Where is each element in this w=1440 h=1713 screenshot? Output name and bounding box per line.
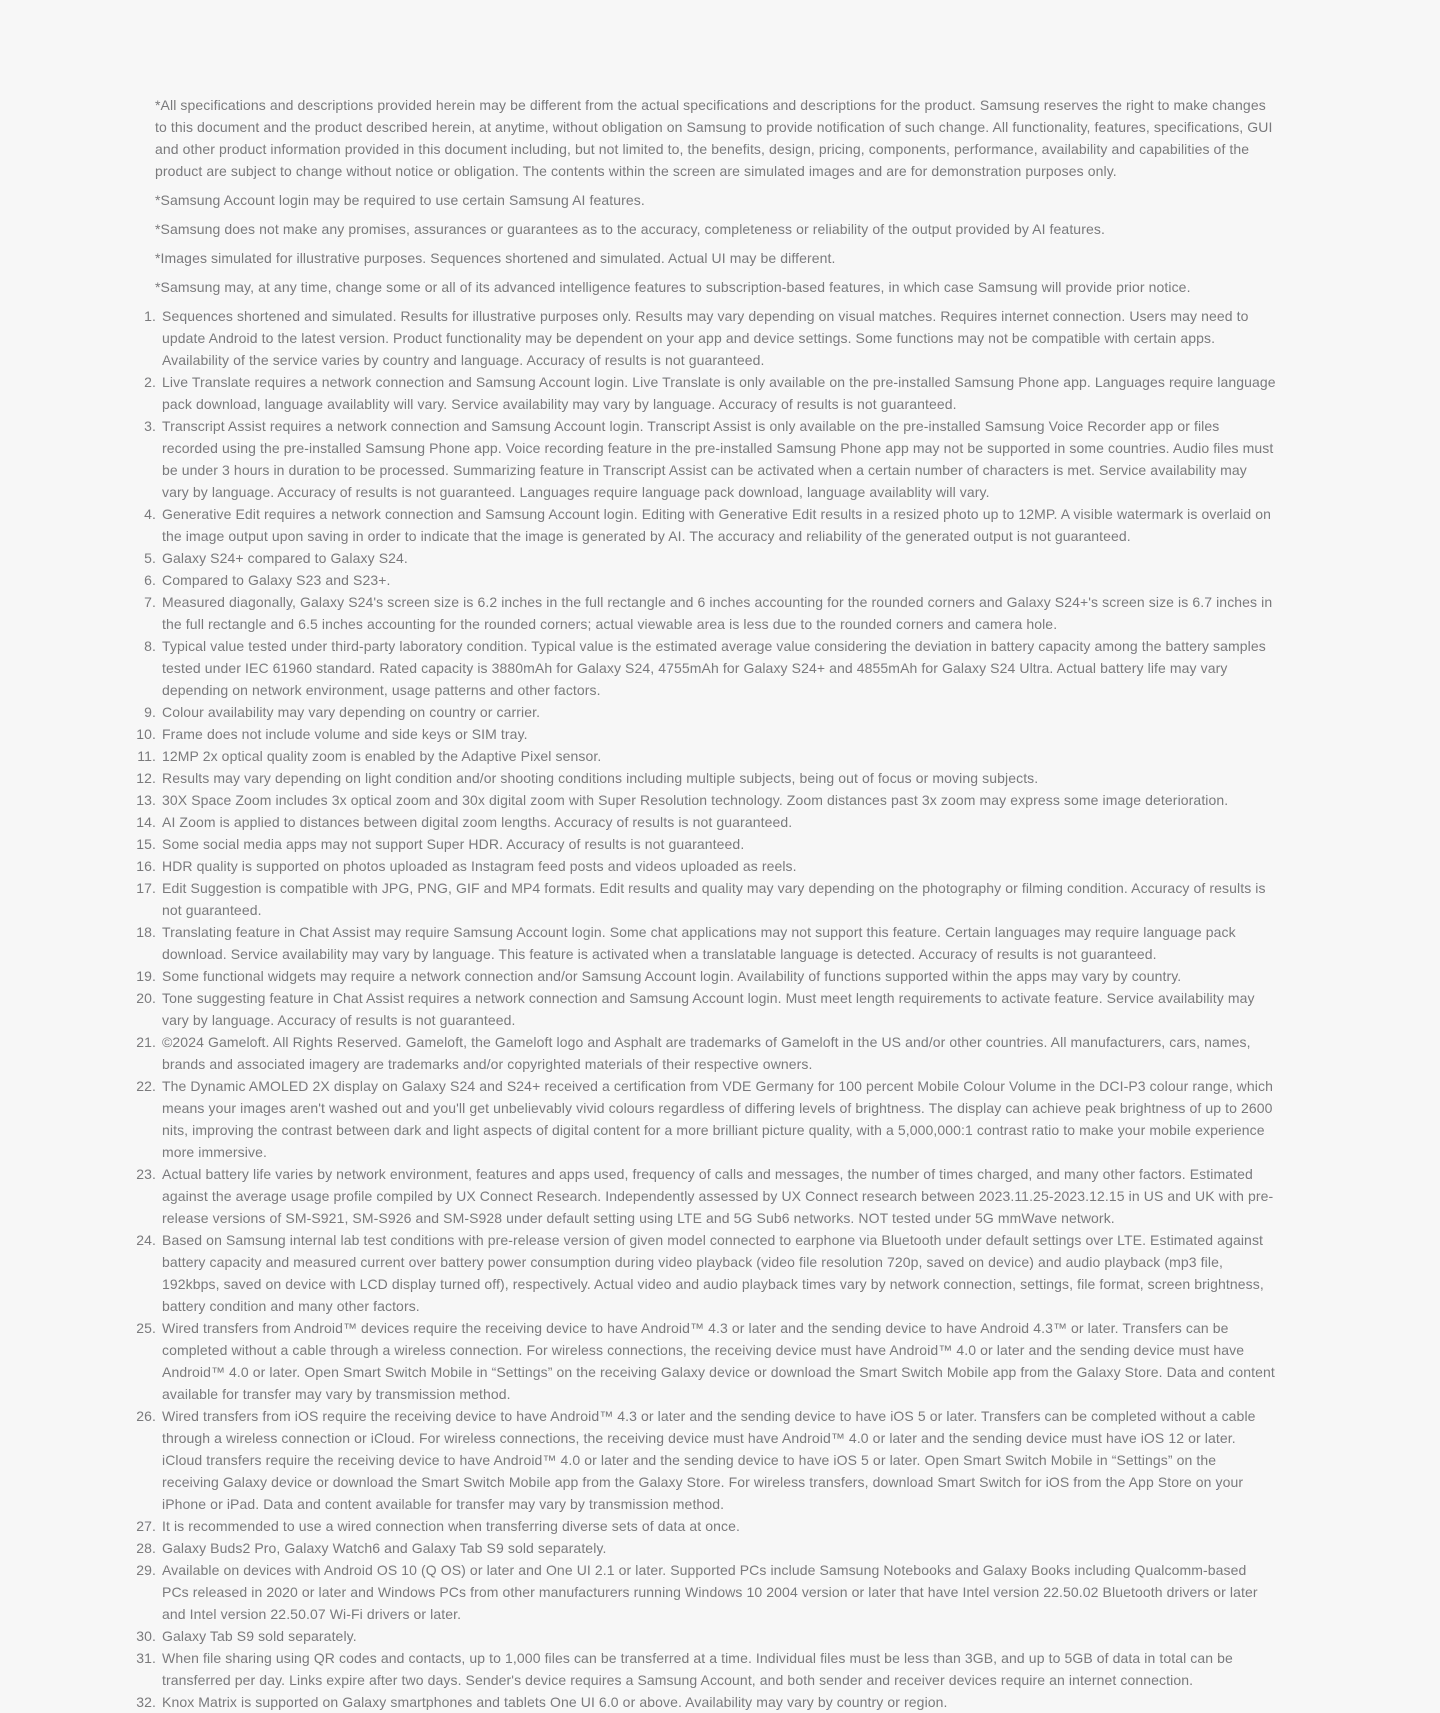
footnote-text: Transcript Assist requires a network connection and Samsung Account login. Transcript Assist is only available on the pre-installed Samsung Voice Recorder app or files recorded using the pre-installed Samsung Phone app. Voice recording feature in the pre-installed Samsung Phone app may not be supported in some countries. Audio files must be under 3 hours in duration to be processed. Summarizing feature in Transcript Assist can be activated when a certain number of characters is met. Service availability may vary by language. Accuracy of results is not guaranteed. Languages require language pack download, language availablity will vary. [162,418,1274,500]
footnote-text: Tone suggesting feature in Chat Assist requires a network connection and Samsung Account login. Must meet length requirements to activate feature. Service availability may vary by language. Accuracy of results is not guaranteed. [162,990,1255,1028]
disclaimer-paragraph: *Samsung may, at any time, change some or all of its advanced intelligence features to subscription-based features, in which case Samsung will provide prior notice. [155,279,1191,295]
footnote-item [130,305,1277,371]
footnote-text: When file sharing using QR codes and contacts, up to 1,000 files can be transferred at a time. Individual files must be less than 3GB, and up to 5GB of data in total can be transferred per day. Links expire after two days. Sender's device requires a Samsung Account, and both sender and receiver devices require an internet connection. [162,1650,1233,1688]
footnote-number: 9. [144,704,156,720]
footnote-text: Generative Edit requires a network connection and Samsung Account login. Editing with Generative Edit results in a resized photo up to 12MP. A visible watermark is overlaid on the image output upon saving in order to indicate that the image is generated by AI. The accuracy and reliability of the generated output is not guaranteed. [162,506,1272,544]
disclaimer-paragraph: *Images simulated for illustrative purposes. Sequences shortened and simulated. Actual UI may be different. [155,250,836,266]
footnote-text: Translating feature in Chat Assist may require Samsung Account login. Some chat applications may not support this feature. Certain languages may require language pack download. Service availability may vary by language. This feature is activated when a translatable language is detected. Accuracy of results is not guaranteed. [162,924,1236,962]
footnote-number: 3. [144,418,156,434]
footnote-number: 2. [144,374,156,390]
footnote-item [130,965,1277,987]
footnote-item [130,767,1277,789]
footnote-item [130,877,1277,921]
footnote-number: 16. [136,858,156,874]
footnote-item [130,1559,1277,1625]
footnote-text: Galaxy Buds2 Pro, Galaxy Watch6 and Galaxy Tab S9 sold separately. [162,1540,607,1556]
footnote-text: ©2024 Gameloft. All Rights Reserved. Gameloft, the Gameloft logo and Asphalt are trademarks of Gameloft in the US and/or other countries. All manufacturers, cars, names, brands and associated imagery are trademarks and/or copyrighted materials of their respective owners. [162,1034,1251,1072]
footnote-number: 31. [136,1650,156,1666]
footnote-number: 20. [136,990,156,1006]
disclaimer-paragraph: *All specifications and descriptions provided herein may be different from the actual specifications and descriptions for the product. Samsung reserves the right to make changes to this document and the product described herein, at anytime, without obligation on Samsung to provide notification of such change. All functionality, features, specifications, GUI and other product information provided in this document including, but not limited to, the benefits, design, pricing, components, performance, availability and capabilities of the product are subject to change without notice or obligation. The contents within the screen are simulated images and are for demonstration purposes only. [155,97,1273,179]
footnote-number: 12. [136,770,156,786]
footnote-number: 4. [144,506,156,522]
footnote-text: Colour availability may vary depending on country or carrier. [162,704,541,720]
legal-disclaimer-content [136,0,1277,1713]
footnote-text: Actual battery life varies by network environment, features and apps used, frequency of calls and messages, the number of times charged, and many other factors. Estimated against the average usage profile compiled by UX Connect Research. Independently assessed by UX Connect research between 2023.11.25-2023.12.15 in US and UK with pre-release versions of SM-S921, SM-S926 and SM-S928 under default setting using LTE and 5G Sub6 networks. NOT tested under 5G mmWave network. [162,1166,1274,1226]
footnote-text: The Dynamic AMOLED 2X display on Galaxy S24 and S24+ received a certification from VDE Germany for 100 percent Mobile Colour Volume in the DCI-P3 colour range, which means your images aren't washed out and you'll get unbelievably vivid colours regardless of differing levels of brightness. The display can achieve peak brightness of up to 2600 nits, improving the contrast between dark and light aspects of digital content for a more brilliant picture quality, with a 5,000,000:1 contrast ratio to make your mobile experience more immersive. [162,1078,1273,1160]
footnote-item [130,635,1277,701]
disclaimer-paragraphs [155,94,1277,298]
footnote-text: Knox Matrix is supported on Galaxy smartphones and tablets One UI 6.0 or above. Availability may vary by country or region. [162,1694,948,1710]
footnote-number: 30. [136,1628,156,1644]
footnote-number: 8. [144,638,156,654]
disclaimer-paragraph: *Samsung Account login may be required to use certain Samsung AI features. [155,192,645,208]
footnote-text: Results may vary depending on light condition and/or shooting conditions including multiple subjects, being out of focus or moving subjects. [162,770,1039,786]
footnote-item [130,503,1277,547]
footnote-number: 27. [136,1518,156,1534]
footnote-text: 12MP 2x optical quality zoom is enabled by the Adaptive Pixel sensor. [162,748,602,764]
footnote-item [130,1317,1277,1405]
footnote-number: 19. [136,968,156,984]
footnote-item [130,789,1277,811]
footnote-text: Sequences shortened and simulated. Results for illustrative purposes only. Results may vary depending on visual matches. Requires internet connection. Users may need to update Android to the latest version. Product functionality may be dependent on your app and device settings. Some functions may not be compatible with certain apps. Availability of the service varies by country and language. Accuracy of results is not guaranteed. [162,308,1249,368]
footnote-item [130,745,1277,767]
footnote-number: 11. [137,748,156,764]
footnote-item [130,371,1277,415]
footnote-text: Some social media apps may not support Super HDR. Accuracy of results is not guaranteed. [162,836,745,852]
footnote-number: 18. [136,924,156,940]
footnote-text: Measured diagonally, Galaxy S24's screen size is 6.2 inches in the full rectangle and 6 inches accounting for the rounded corners and Galaxy S24+'s screen size is 6.7 inches in the full rectangle and 6.5 inches accounting for the rounded corners; actual viewable area is less due to the rounded corners and camera hole. [162,594,1273,632]
footnote-text: Galaxy Tab S9 sold separately. [162,1628,357,1644]
footnote-item [130,415,1277,503]
footnote-text: Wired transfers from iOS require the receiving device to have Android™ 4.3 or later and the sending device to have iOS 5 or later. Transfers can be completed without a cable through a wireless connection or iCloud. For wireless connections, the receiving device must have Android™ 4.0 or later and the sending device must have iOS 12 or later. iCloud transfers require the receiving device to have Android™ 4.0 or later and the sending device to have iOS 5 or later. Open Smart Switch Mobile in “Settings” on the receiving Galaxy device or download the Smart Switch Mobile app from the Galaxy Store. For wireless transfers, download Smart Switch for iOS from the App Store on your iPhone or iPad. Data and content available for transfer may vary by transmission method. [162,1408,1256,1512]
footnote-number: 22. [136,1078,156,1094]
footnote-item [130,1405,1277,1515]
footnote-number: 13. [136,792,156,808]
footnote-number: 7. [144,594,156,610]
footnote-number: 32. [136,1694,156,1710]
footnote-item [130,987,1277,1031]
footnote-text: Wired transfers from Android™ devices require the receiving device to have Android™ 4.3 or later and the sending device to have Android 4.3™ or later. Transfers can be completed without a cable through a wireless connection. For wireless connections, the receiving device must have Android™ 4.0 or later and the sending device must have Android™ 4.0 or later. Open Smart Switch Mobile in “Settings” on the receiving Galaxy device or download the Smart Switch Mobile app from the Galaxy Store. Data and content available for transfer may vary by transmission method. [162,1320,1275,1402]
footnote-text: Frame does not include volume and side keys or SIM tray. [162,726,528,742]
footnote-text: AI Zoom is applied to distances between digital zoom lengths. Accuracy of results is not guaranteed. [162,814,793,830]
footnote-number: 21. [136,1034,156,1050]
footnote-item [130,569,1277,591]
footnote-item [130,1163,1277,1229]
footnote-text: Typical value tested under third-party laboratory condition. Typical value is the estimated average value considering the deviation in battery capacity among the battery samples tested under IEC 61960 standard. Rated capacity is 3880mAh for Galaxy S24, 4755mAh for Galaxy S24+ and 4855mAh for Galaxy S24 Ultra. Actual battery life may vary depending on network environment, usage patterns and other factors. [162,638,1266,698]
footnote-item [130,1625,1277,1647]
footnote-item [130,1075,1277,1163]
footnote-text: 30X Space Zoom includes 3x optical zoom and 30x digital zoom with Super Resolution technology. Zoom distances past 3x zoom may express some image deterioration. [162,792,1229,808]
footnote-item [130,1229,1277,1317]
footnote-text: Live Translate requires a network connection and Samsung Account login. Live Translate is only available on the pre-installed Samsung Phone app. Languages require language pack download, language availablity will vary. Service availability may vary by language. Accuracy of results is not guaranteed. [162,374,1276,412]
footnote-item [130,833,1277,855]
footnote-number: 29. [136,1562,156,1578]
footnote-text: Compared to Galaxy S23 and S23+. [162,572,391,588]
footnote-number: 28. [136,1540,156,1556]
footnote-item [130,1691,1277,1713]
footnote-number: 1. [144,308,156,324]
disclaimer-paragraph: *Samsung does not make any promises, assurances or guarantees as to the accuracy, completeness or reliability of the output provided by AI features. [155,221,1105,237]
footnote-text: Edit Suggestion is compatible with JPG, PNG, GIF and MP4 formats. Edit results and quality may vary depending on the photography or filming condition. Accuracy of results is not guaranteed. [162,880,1266,918]
footnote-item [130,1537,1277,1559]
footnote-text: Some functional widgets may require a network connection and/or Samsung Account login. Availability of functions supported within the apps may vary by country. [162,968,1182,984]
footnote-item [130,811,1277,833]
footnote-number: 17. [136,880,156,896]
footnote-number: 14. [136,814,156,830]
footnote-number: 25. [136,1320,156,1336]
footnote-item [130,1515,1277,1537]
footnote-item [130,701,1277,723]
footnote-item [130,723,1277,745]
footnote-text: Galaxy S24+ compared to Galaxy S24. [162,550,408,566]
footnote-list [136,305,1277,1713]
footnote-number: 5. [144,550,156,566]
footnote-item [130,1647,1277,1691]
footnote-number: 24. [136,1232,156,1248]
footnote-item [130,547,1277,569]
footnote-text: HDR quality is supported on photos uploaded as Instagram feed posts and videos uploaded as reels. [162,858,797,874]
footnote-text: It is recommended to use a wired connection when transferring diverse sets of data at once. [162,1518,740,1534]
footnote-item [130,1031,1277,1075]
footnote-item [130,921,1277,965]
footnote-text: Available on devices with Android OS 10 (Q OS) or later and One UI 2.1 or later. Supported PCs include Samsung Notebooks and Galaxy Books including Qualcomm-based PCs released in 2020 or later and Windows PCs from other manufacturers running Windows 10 2004 version or later that have Intel version 22.50.02 Bluetooth drivers or later and Intel version 22.50.07 Wi-Fi drivers or later. [162,1562,1258,1622]
footnote-number: 15. [136,836,156,852]
footnote-number: 6. [144,572,156,588]
footnote-number: 10. [136,726,156,742]
footnote-number: 23. [136,1166,156,1182]
footnote-item [130,855,1277,877]
footnote-text: Based on Samsung internal lab test conditions with pre-release version of given model connected to earphone via Bluetooth under default settings over LTE. Estimated against battery capacity and measured current over battery power consumption during video playback (video file resolution 720p, saved on device) and audio playback (mp3 file, 192kbps, saved on device with LCD display turned off), respectively. Actual video and audio playback times vary by network connection, settings, file format, screen brightness, battery condition and many other factors. [162,1232,1264,1314]
footnote-item [130,591,1277,635]
footnote-number: 26. [136,1408,156,1424]
